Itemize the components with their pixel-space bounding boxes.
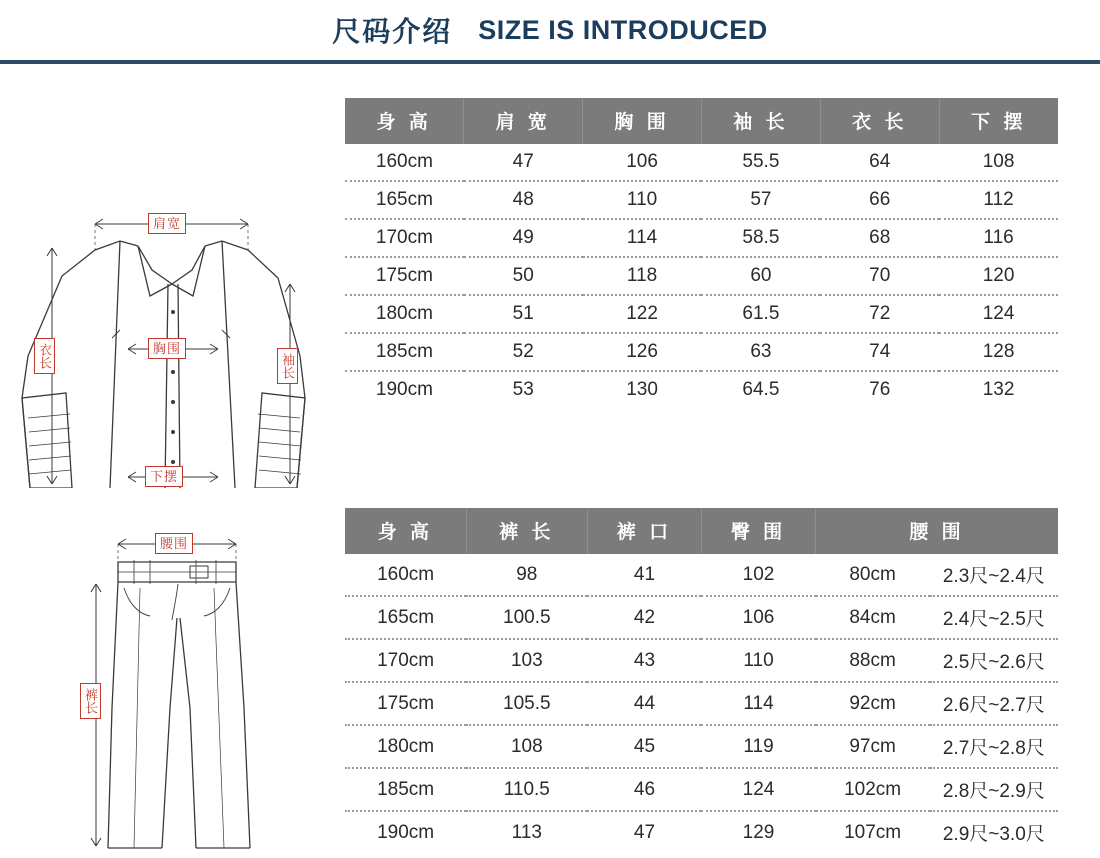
jacket-col-hem: 下 摆 bbox=[939, 98, 1058, 144]
cell: 118 bbox=[583, 257, 702, 295]
cell: 160cm bbox=[345, 144, 464, 181]
pants-col-cuff: 裤 口 bbox=[587, 508, 701, 554]
jacket-size-table bbox=[345, 98, 1058, 408]
cell: 112 bbox=[939, 181, 1058, 219]
cell: 88cm bbox=[816, 639, 930, 682]
table-row bbox=[345, 257, 1058, 295]
cell: 114 bbox=[583, 219, 702, 257]
label-waist: 腰围 bbox=[155, 533, 193, 554]
jacket-header-row bbox=[345, 98, 1058, 144]
cell: 128 bbox=[939, 333, 1058, 371]
table-row bbox=[345, 219, 1058, 257]
pants-col-waist: 腰 围 bbox=[816, 508, 1058, 554]
cell: 44 bbox=[587, 682, 701, 725]
label-shoulder-width: 肩宽 bbox=[148, 213, 186, 234]
cell: 92cm bbox=[816, 682, 930, 725]
cell: 64 bbox=[820, 144, 939, 181]
cell: 53 bbox=[512, 379, 534, 400]
cell: 102 bbox=[701, 554, 815, 596]
cell: 48 bbox=[464, 181, 583, 219]
cell: 58.5 bbox=[701, 219, 820, 257]
cell: 64.5 bbox=[742, 379, 780, 400]
pants-col-height: 身 高 bbox=[345, 508, 466, 554]
cell: 126 bbox=[583, 333, 702, 371]
cell: 175cm bbox=[345, 682, 466, 725]
cell: 165cm bbox=[345, 181, 464, 219]
cell: 41 bbox=[587, 554, 701, 596]
cell: 108 bbox=[939, 144, 1058, 181]
table-row bbox=[345, 811, 1058, 853]
label-pant-length: 裤长 bbox=[80, 683, 101, 719]
jacket-table-body bbox=[345, 144, 1058, 408]
cell: 102cm bbox=[816, 768, 930, 811]
label-chest: 胸围 bbox=[148, 338, 186, 359]
cell: 52 bbox=[464, 333, 583, 371]
table-row bbox=[345, 295, 1058, 333]
cell: 110.5 bbox=[466, 768, 587, 811]
table-row bbox=[345, 144, 1058, 181]
cell: 185cm bbox=[345, 333, 464, 371]
cell: 2.4尺~2.5尺 bbox=[930, 596, 1058, 639]
jacket-illustration bbox=[0, 98, 345, 488]
cell: 105.5 bbox=[466, 682, 587, 725]
table-row bbox=[345, 333, 1058, 371]
cell: 185cm bbox=[345, 768, 466, 811]
jacket-col-shoulder: 肩 宽 bbox=[464, 98, 583, 144]
cell: 106 bbox=[583, 144, 702, 181]
pants-section bbox=[0, 488, 1100, 858]
cell: 2.7尺~2.8尺 bbox=[930, 725, 1058, 768]
cell: 170cm bbox=[345, 639, 466, 682]
cell: 108 bbox=[466, 725, 587, 768]
jacket-section bbox=[0, 64, 1100, 488]
pants-col-length: 裤 长 bbox=[466, 508, 587, 554]
cell: 57 bbox=[701, 181, 820, 219]
pants-table-wrap bbox=[345, 508, 1100, 853]
cell: 180cm bbox=[345, 295, 464, 333]
cell: 114 bbox=[701, 682, 815, 725]
cell: 55.5 bbox=[701, 144, 820, 181]
cell: 113 bbox=[511, 821, 542, 843]
cell: 51 bbox=[464, 295, 583, 333]
cell: 180cm bbox=[345, 725, 466, 768]
cell: 129 bbox=[742, 821, 775, 843]
cell: 70 bbox=[820, 257, 939, 295]
table-row bbox=[345, 554, 1058, 596]
cell: 119 bbox=[701, 725, 815, 768]
page-title-en: SIZE IS INTRODUCED bbox=[478, 14, 768, 45]
cell: 47 bbox=[464, 144, 583, 181]
cell: 2.5尺~2.6尺 bbox=[930, 639, 1058, 682]
cell: 68 bbox=[820, 219, 939, 257]
page-title-cn: 尺码介绍 bbox=[332, 16, 453, 47]
table-row bbox=[345, 682, 1058, 725]
table-row bbox=[345, 725, 1058, 768]
cell: 45 bbox=[587, 725, 701, 768]
cell: 72 bbox=[820, 295, 939, 333]
cell: 2.3尺~2.4尺 bbox=[930, 554, 1058, 596]
jacket-table-wrap bbox=[345, 98, 1100, 408]
pants-col-hip: 臀 围 bbox=[701, 508, 815, 554]
cell: 2.8尺~2.9尺 bbox=[930, 768, 1058, 811]
label-hem: 下摆 bbox=[145, 466, 183, 487]
cell: 106 bbox=[701, 596, 815, 639]
cell: 110 bbox=[701, 639, 815, 682]
pants-size-table bbox=[345, 508, 1058, 853]
cell: 116 bbox=[939, 219, 1058, 257]
cell: 124 bbox=[701, 768, 815, 811]
cell: 63 bbox=[701, 333, 820, 371]
cell: 76 bbox=[869, 379, 891, 400]
cell: 74 bbox=[820, 333, 939, 371]
cell: 120 bbox=[939, 257, 1058, 295]
cell: 61.5 bbox=[701, 295, 820, 333]
page-header bbox=[0, 0, 1100, 64]
jacket-col-chest: 胸 围 bbox=[583, 98, 702, 144]
table-row bbox=[345, 596, 1058, 639]
jacket-col-sleeve: 袖 长 bbox=[701, 98, 820, 144]
cell: 100.5 bbox=[466, 596, 587, 639]
table-row bbox=[345, 768, 1058, 811]
pants-header-row bbox=[345, 508, 1058, 554]
jacket-col-height: 身 高 bbox=[345, 98, 464, 144]
jacket-figure bbox=[0, 98, 345, 488]
jacket-col-length: 衣 长 bbox=[820, 98, 939, 144]
cell: 107cm bbox=[844, 821, 902, 843]
pants-figure bbox=[0, 508, 345, 858]
cell: 190cm bbox=[377, 821, 435, 843]
cell: 49 bbox=[464, 219, 583, 257]
jacket-table-head bbox=[345, 98, 1058, 144]
cell: 175cm bbox=[345, 257, 464, 295]
cell: 47 bbox=[633, 821, 656, 843]
label-sleeve-length: 袖长 bbox=[277, 348, 298, 384]
table-row bbox=[345, 181, 1058, 219]
pants-table-head bbox=[345, 508, 1058, 554]
cell: 60 bbox=[701, 257, 820, 295]
table-row bbox=[345, 639, 1058, 682]
pants-table-body bbox=[345, 554, 1058, 853]
cell: 50 bbox=[464, 257, 583, 295]
cell: 42 bbox=[587, 596, 701, 639]
cell: 2.6尺~2.7尺 bbox=[930, 682, 1058, 725]
cell: 98 bbox=[466, 554, 587, 596]
cell: 66 bbox=[820, 181, 939, 219]
cell: 165cm bbox=[345, 596, 466, 639]
cell: 110 bbox=[583, 181, 702, 219]
cell: 132 bbox=[982, 379, 1015, 400]
cell: 80cm bbox=[816, 554, 930, 596]
cell: 122 bbox=[583, 295, 702, 333]
label-coat-length: 衣长 bbox=[34, 338, 55, 374]
pants-illustration bbox=[0, 508, 345, 858]
cell: 84cm bbox=[816, 596, 930, 639]
cell: 130 bbox=[626, 379, 658, 400]
cell: 103 bbox=[466, 639, 587, 682]
cell: 46 bbox=[587, 768, 701, 811]
cell: 97cm bbox=[816, 725, 930, 768]
cell: 190cm bbox=[375, 379, 433, 400]
cell: 2.9尺~3.0尺 bbox=[942, 824, 1045, 845]
cell: 43 bbox=[587, 639, 701, 682]
cell: 160cm bbox=[345, 554, 466, 596]
table-row bbox=[345, 371, 1058, 408]
cell: 124 bbox=[939, 295, 1058, 333]
cell: 170cm bbox=[345, 219, 464, 257]
